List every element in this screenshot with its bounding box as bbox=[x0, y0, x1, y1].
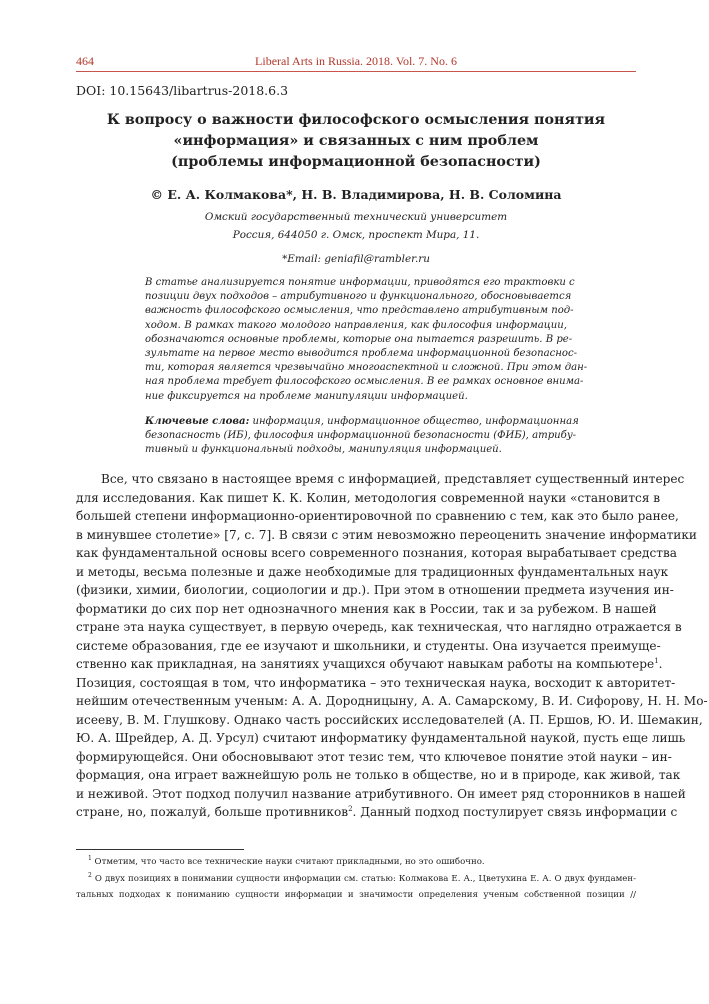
abstract-line: ние фиксируется на проблеме манипуляции информацией. bbox=[145, 390, 468, 402]
affiliation bbox=[96, 208, 616, 244]
footnotes bbox=[76, 854, 636, 904]
keywords-line bbox=[145, 415, 579, 429]
title-line: К вопросу о важности философского осмысления понятия bbox=[106, 112, 606, 128]
body-line: для исследования. Как пишет К. К. Колин, методология современной науки «становится в bbox=[76, 490, 661, 505]
body-line: в минувшее столетие» [7, с. 7]. В связи с этим невозможно переоценить значение информатики bbox=[76, 527, 697, 542]
body-line: и неживой. Этот подход получил название атрибутивного. Он имеет ряд сторонников в нашей bbox=[76, 786, 686, 801]
body-line bbox=[76, 803, 678, 822]
footnote-2-continued: тальных подходах к пониманию сущности информации и значимости определения ученым собственной позиции // bbox=[76, 890, 636, 900]
article-title bbox=[96, 110, 616, 173]
page-number: 464 bbox=[76, 54, 94, 68]
journal-running-title: Liberal Arts in Russia. 2018. Vol. 7. No. 6 bbox=[255, 54, 457, 68]
body-line: форматики до сих пор нет однозначного мнения как в России, так и за рубежом. В нашей bbox=[76, 601, 657, 616]
affiliation-institution: Омский государственный технический университет bbox=[204, 211, 508, 223]
keywords-label: Ключевые слова: bbox=[145, 415, 250, 427]
footnote-text: О двух позициях в понимании сущности информации см. статью: Колмакова Е. А., Цветухина Е. А. О двух фундамен- bbox=[91, 873, 636, 884]
body-text-run: ственно как прикладная, на занятиях учащихся обучают навыкам работы на компьютере bbox=[76, 657, 655, 671]
keywords-text: информация, информационное общество, информационная bbox=[249, 415, 579, 427]
body-text-run: . Данный подход постулирует связь информации с bbox=[352, 805, 678, 819]
body-line: Ю. А. Шрейдер, А. Д. Урсул) считают информатику фундаментальной наукой, пусть еще лишь bbox=[76, 731, 686, 745]
footnote-number: 2 bbox=[88, 871, 92, 879]
body-line: большей степени информационно-ориентировочной по сравнению с тем, как это было ранее, bbox=[76, 509, 679, 523]
doi: DOI: 10.15643/libartrus-2018.6.3 bbox=[76, 83, 289, 98]
body-line: Позиция, состоящая в том, что информатика – это техническая наука, восходит к авторитет- bbox=[76, 675, 676, 690]
footnote-ref-2[interactable]: 2 bbox=[348, 804, 353, 813]
abstract-line: позиции двух подходов – атрибутивного и функционального, обосновывается bbox=[145, 291, 572, 303]
body-line: формирующейся. Они обосновывают этот тезис тем, что ключевое понятие этой науки – ин- bbox=[76, 749, 672, 764]
body-paragraph bbox=[76, 470, 708, 822]
footnote-ref-1[interactable]: 1 bbox=[654, 656, 659, 665]
body-line: (физики, химии, биологии, социологии и др.). При этом в отношении предмета изучения ин- bbox=[76, 583, 674, 597]
title-line: «информация» и связанных с ним проблем bbox=[173, 133, 539, 149]
abstract bbox=[145, 276, 588, 457]
body-line: Все, что связано в настоящее время с информацией, представляет существенный интерес bbox=[101, 472, 685, 486]
footnote-divider bbox=[76, 849, 244, 850]
footnote-number: 1 bbox=[88, 855, 92, 863]
abstract-line: ходом. В рамках такого молодого направления, как философия информации, bbox=[145, 319, 567, 331]
running-header bbox=[76, 52, 636, 72]
title-line: (проблемы информационной безопасности) bbox=[171, 154, 541, 170]
abstract-spacer bbox=[145, 404, 567, 415]
abstract-line: обозначаются основные проблемы, которые она пытается разрешить. В ре- bbox=[145, 333, 573, 345]
body-line: исееву, В. М. Глушкову. Однако часть российских исследователей (А. П. Ершов, Ю. И. Шемакин, bbox=[76, 712, 703, 727]
abstract-line: ти, которая является чрезвычайно многоаспектной и сложной. При этом дан- bbox=[145, 362, 588, 374]
abstract-line: В статье анализируется понятие информации, приводятся его трактовки с bbox=[145, 277, 575, 288]
footnote-2 bbox=[76, 871, 636, 888]
abstract-line: важность философского осмысления, что представлено атрибутивным под- bbox=[145, 305, 574, 317]
header-divider bbox=[76, 71, 636, 72]
abstract-line: ная проблема требует философского осмысления. В ее рамках основное внима- bbox=[145, 376, 584, 388]
body-line: и методы, весьма полезные и даже необходимые для традиционных фундаментальных наук bbox=[76, 564, 669, 579]
body-line: нейшим отечественным ученым: А. А. Дородницыну, А. А. Самарскому, В. И. Сифорову, Н. Н. Мо- bbox=[76, 694, 708, 708]
body-line: как фундаментальной основы всего современного познания, которая вырабатывает средства bbox=[76, 546, 677, 560]
keywords-line: безопасность (ИБ), философия информационной безопасности (ФИБ), атрибу- bbox=[145, 430, 577, 442]
keywords-line: тивный и функциональный подходы, манипуляция информацией. bbox=[145, 444, 502, 456]
body-text-run: . bbox=[658, 657, 663, 671]
affiliation-address: Россия, 644050 г. Омск, проспект Мира, 11. bbox=[232, 229, 480, 241]
body-line: формация, она играет важнейшую роль не только в обществе, но и в природе, как живой, так bbox=[76, 768, 681, 782]
body-text-run: стране, но, пожалуй, больше противников bbox=[76, 805, 349, 819]
author-email: *Email: geniafil@rambler.ru bbox=[282, 253, 430, 265]
footnote-text: Отметим, что часто все технические науки считают прикладными, но это ошибочно. bbox=[91, 857, 485, 867]
body-line bbox=[76, 655, 663, 674]
abstract-line: зультате на первое место выводится проблема информационной безопаснос- bbox=[145, 348, 578, 360]
footnote-1 bbox=[76, 854, 636, 871]
body-line: системе образования, где ее изучают и школьники, и студенты. Она изучается преимуще- bbox=[76, 638, 661, 653]
authors: © Е. А. Колмакова*, Н. В. Владимирова, Н. В. Соломина bbox=[150, 187, 562, 202]
body-line: стране эта наука существует, в первую очередь, как техническая, что наглядно отражается в bbox=[76, 620, 682, 634]
